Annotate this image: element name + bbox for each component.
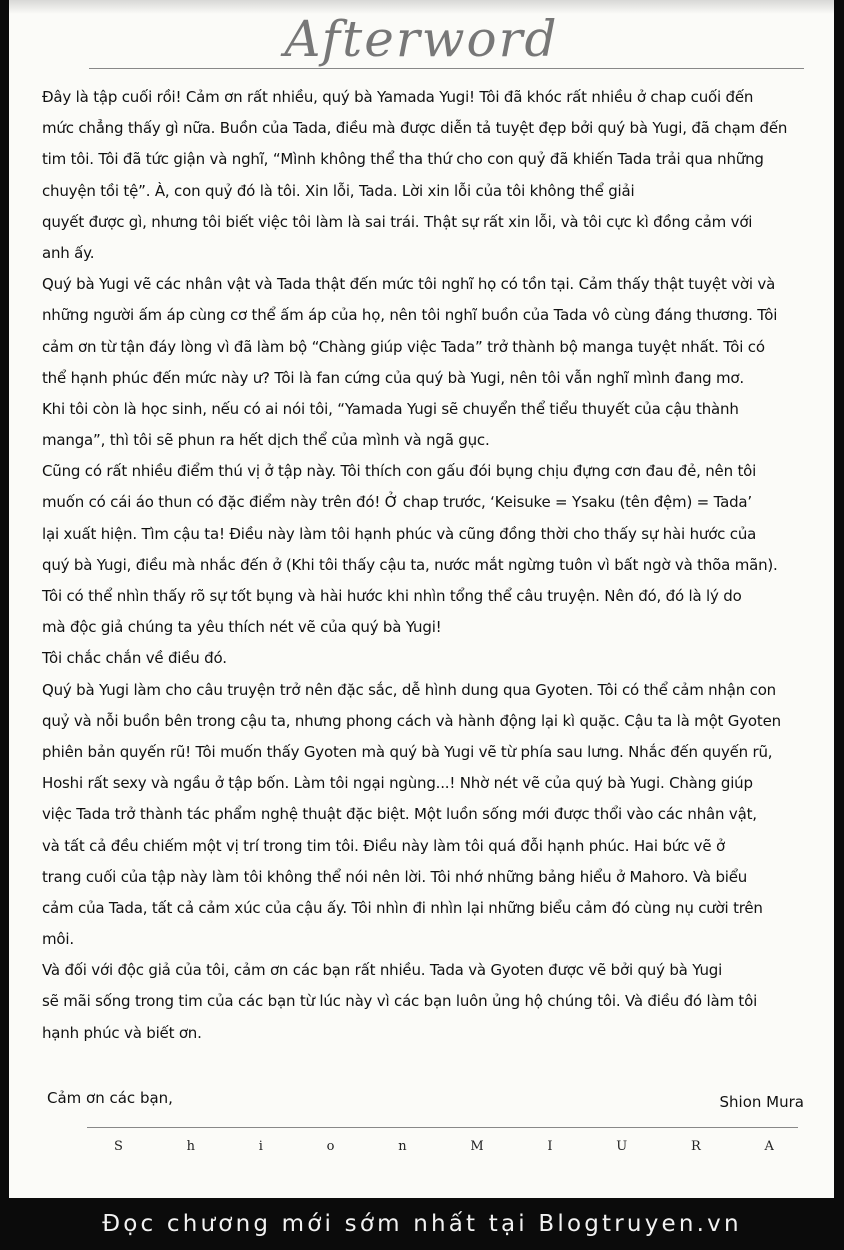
text-line: những người ấm áp cùng cơ thể ấm áp của họ, nên tôi nghĩ buồn của Tada vô cùng đáng thương. Tôi: [42, 306, 778, 325]
paragraph: [42, 456, 832, 674]
text-line: và tất cả đều chiếm một vị trí trong tim tôi. Điều này làm tôi quá đỗi hạnh phúc. Hai bức vẽ ở: [42, 836, 725, 855]
text-line: việc Tada trở thành tác phẩm nghệ thuật đặc biệt. Một luồn sống mới được thổi vào các nhân vật,: [42, 805, 757, 824]
footer-letter: o: [326, 1139, 335, 1154]
paragraph: [42, 269, 832, 456]
text-line: lại xuất hiện. Tìm cậu ta! Điều này làm tôi hạnh phúc và cũng đồng thời cho thấy sự hài hước của: [42, 524, 757, 543]
text-line: trang cuối của tập này làm tôi không thể nói nên lời. Tôi nhớ những bảng hiểu ở Mahoro. Và biểu: [42, 867, 748, 886]
paragraph: [42, 955, 832, 1049]
text-line: Quý bà Yugi làm cho câu truyện trở nên đặc sắc, dễ hình dung qua Gyoten. Tôi có thể cảm nhận con: [42, 680, 776, 699]
text-line: Quý bà Yugi vẽ các nhân vật và Tada thật đến mức tôi nghĩ họ có tồn tại. Cảm thấy thật tuyệt vời và: [42, 275, 776, 294]
footer-letter: i: [258, 1139, 263, 1154]
text-line: môi.: [42, 930, 74, 949]
footer-letter: I: [547, 1139, 553, 1154]
text-line: tim tôi. Tôi đã tức giận và nghĩ, “Mình không thể tha thứ cho con quỷ đã khiến Tada trải qua những: [42, 150, 764, 169]
afterword-title: Afterword: [284, 10, 559, 68]
text-line: cảm của Tada, tất cả cảm xúc của cậu ấy. Tôi nhìn đi nhìn lại những biểu cảm đó cùng nụ cười trên: [42, 898, 763, 917]
text-line: Tôi chắc chắn về điều đó.: [42, 649, 227, 668]
footer-letter: R: [690, 1139, 701, 1154]
text-line: Tôi có thể nhìn thấy rõ sự tốt bụng và hài hước khi nhìn tổng thể câu truyện. Nên đó, đó là lý do: [42, 587, 742, 605]
text-line: manga”, thì tôi sẽ phun ra hết dịch thể của mình và ngã gục.: [42, 431, 490, 450]
text-line: anh ấy.: [42, 243, 95, 262]
text-line: Và đối với độc giả của tôi, cảm ơn các bạn rất nhiều. Tada và Gyoten được vẽ bởi quý bà Yugi: [42, 961, 723, 980]
paragraph: [42, 82, 832, 269]
footer-letter: S: [114, 1139, 123, 1154]
text-line: Khi tôi còn là học sinh, nếu có ai nói tôi, “Yamada Yugi sẽ chuyển thể tiểu thuyết của cậu thành: [42, 399, 739, 418]
text-line: chuyện tồi tệ”. À, con quỷ đó là tôi. Xin lỗi, Tada. Lời xin lỗi của tôi không thể giải: [42, 181, 635, 200]
text-line: sẽ mãi sống trong tim của các bạn từ lúc này vì các bạn luôn ủng hộ chúng tôi. Và điều đó làm tôi: [42, 992, 758, 1011]
footer-author-name: [114, 1139, 774, 1154]
text-line: mà độc giả chúng ta yêu thích nét vẽ của quý bà Yugi!: [42, 618, 442, 637]
afterword-body: [42, 82, 832, 1049]
signature: Shion Mura: [719, 1093, 804, 1111]
title-underline: [89, 68, 804, 69]
text-line: Hoshi rất sexy và ngầu ở tập bốn. Làm tôi ngại ngùng...! Nhờ nét vẽ của quý bà Yugi. Chàng giúp: [42, 774, 753, 793]
footer-rule: [87, 1127, 798, 1128]
text-line: muốn có cái áo thun có đặc điểm này trên đó! Ở chap trước, ‘Keisuke = Ysaku (tên đệm) = Tada’: [42, 493, 752, 512]
text-line: thể hạnh phúc đến mức này ư? Tôi là fan cứng của quý bà Yugi, nên tôi vẫn nghĩ mình đang mơ.: [42, 368, 744, 387]
text-line: mức chẳng thấy gì nữa. Buồn của Tada, điều mà được diễn tả tuyệt đẹp bởi quý bà Yugi, đã chạm đến: [42, 119, 788, 138]
page: [9, 0, 834, 1198]
text-line: quyết được gì, nhưng tôi biết việc tôi làm là sai trái. Thật sự rất xin lỗi, và tôi cực kì đồng cảm với: [42, 212, 753, 231]
paragraph: [42, 675, 832, 956]
footer-letter: U: [616, 1139, 628, 1154]
text-line: quý bà Yugi, điều mà nhắc đến ở (Khi tôi thấy cậu ta, nước mắt ngừng tuôn vì bất ngờ và thõa mãn).: [42, 555, 778, 574]
text-line: hạnh phúc và biết ơn.: [42, 1023, 202, 1042]
title-block: [9, 8, 834, 74]
text-line: cảm ơn từ tận đáy lòng vì đã làm bộ “Chàng giúp việc Tada” trở thành bộ manga tuyệt nhất. Tôi có: [42, 337, 765, 356]
text-line: phiên bản quyến rũ! Tôi muốn thấy Gyoten mà quý bà Yugi vẽ từ phía sau lưng. Nhắc đến quyến rũ,: [42, 742, 773, 761]
footer-letter: M: [470, 1139, 484, 1154]
footer-letter: A: [764, 1139, 774, 1154]
text-line: Cũng có rất nhiều điểm thú vị ở tập này. Tôi thích con gấu đói bụng chịu đựng cơn đau đẻ, nên tôi: [42, 462, 757, 481]
footer-letter: h: [186, 1139, 196, 1154]
text-line: Đây là tập cuối rồi! Cảm ơn rất nhiều, quý bà Yamada Yugi! Tôi đã khóc rất nhiều ở chap cuối đến: [42, 88, 754, 106]
source-banner: Đọc chương mới sớm nhất tại Blogtruyen.vn: [102, 1211, 742, 1237]
footer-letter: n: [398, 1139, 407, 1154]
closing-text: Cảm ơn các bạn,: [47, 1089, 173, 1107]
text-line: quỷ và nỗi buồn bên trong cậu ta, nhưng phong cách và hành động lại kì quặc. Cậu ta là một Gyoten: [42, 711, 781, 730]
